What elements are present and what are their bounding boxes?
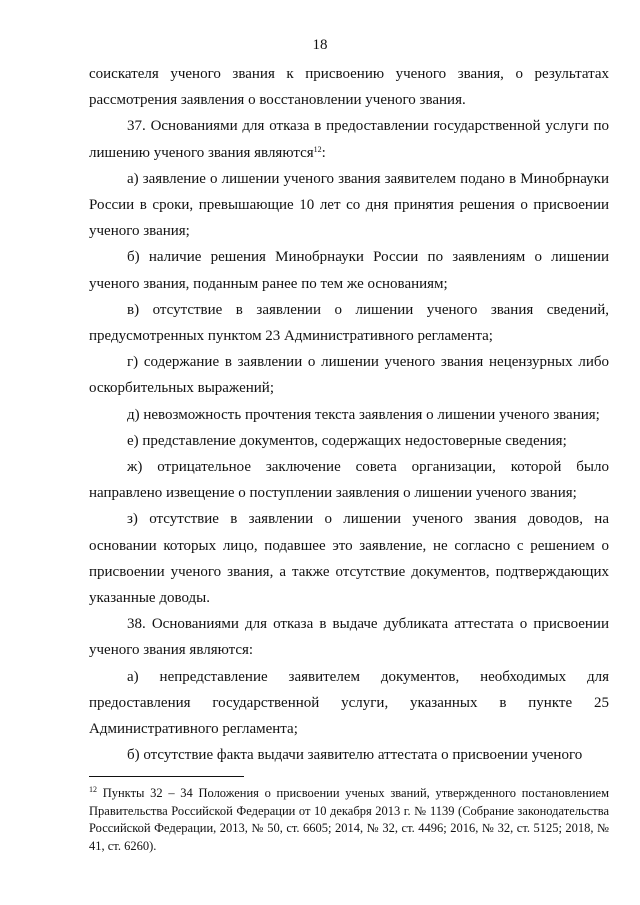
list-item-37-d: д) невозможность прочтения текста заявления о лишении ученого звания; (127, 406, 600, 423)
list-item-37-g: г) содержание в заявлении о лишении ученого звания нецензурных либо оскорбительных выражений; (89, 354, 609, 397)
list-item-38-b: б) отсутствие факта выдачи заявителю аттестата о присвоении ученого (127, 747, 583, 764)
footnote (89, 785, 609, 855)
footnote-marker: 12 (89, 785, 97, 794)
paragraph-item-37 (89, 113, 609, 165)
paragraph-item-37-suffix: : (321, 144, 326, 161)
list-item-37-a: а) заявление о лишении ученого звания заявителем подано в Минобрнауки России в сроки, превышающие 10 лет со дня принятия решения о присвоении ученого звания; (89, 170, 609, 240)
footnote-separator (89, 776, 244, 777)
list-item-38-a: а) непредставление заявителем документов, необходимых для предоставления государственной услуги, указанных в пункте 25 Административного регламента; (89, 668, 609, 738)
paragraph-item-38: 38. Основаниями для отказа в выдаче дубликата аттестата о присвоении ученого звания являются: (89, 616, 609, 659)
paragraph-item-37-text: 37. Основаниями для отказа в предоставлении государственной услуги по лишению ученого звания являются (89, 118, 609, 161)
page-number: 18 (312, 37, 328, 53)
list-item-37-b: б) наличие решения Минобрнауки России по заявлениям о лишении ученого звания, поданным ранее по тем же основаниям; (89, 249, 609, 292)
list-item-37-e: е) представление документов, содержащих недостоверные сведения; (127, 432, 567, 449)
paragraph-continuation: соискателя ученого звания к присвоению ученого звания, о результатах рассмотрения заявления о восстановлении ученого звания. (89, 66, 609, 109)
footnote-reference: 12 (313, 144, 322, 154)
list-item-37-zh: ж) отрицательное заключение совета организации, которой было направлено извещение о поступлении заявления о лишении ученого звания; (89, 459, 609, 502)
list-item-37-v: в) отсутствие в заявлении о лишении ученого звания сведений, предусмотренных пунктом 23 Административного регламента; (89, 301, 609, 345)
list-item-37-z: з) отсутствие в заявлении о лишении ученого звания доводов, на основании которых лицо, подавшее это заявление, не согласно с решением о присвоении ученого звания, а также отсутствие документов, подтверждающих указанные доводы. (89, 511, 609, 607)
body-text (89, 61, 609, 768)
footnote-text: Пункты 32 – 34 Положения о присвоении ученых званий, утвержденного постановлением Правительства Российской Федерации от 10 декабря 2013 г. № 1139 (Собрание законодательства Российской Федерации, 2013, № 50, ст. 6605; 2014, № 32, ст. 4496; 2016, № 32, ст. 5125; 2018, № 41, ст. 6260). (89, 786, 609, 853)
